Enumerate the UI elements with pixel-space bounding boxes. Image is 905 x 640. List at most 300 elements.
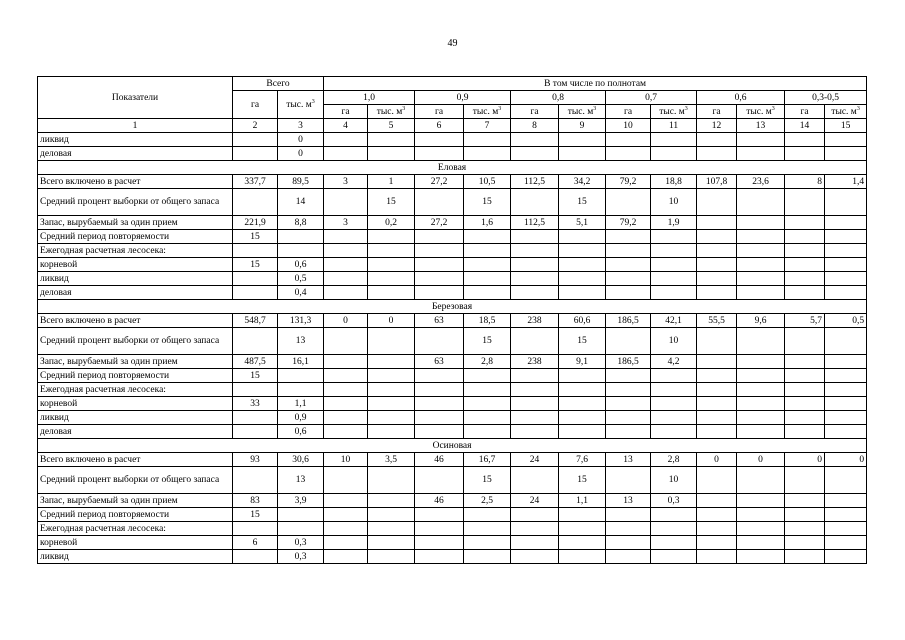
row-label: ликвид (38, 411, 233, 425)
row-label: Ежегодная расчетная лесосека: (38, 522, 233, 536)
table-cell (737, 258, 785, 272)
table-cell: 10 (651, 328, 697, 355)
table-cell (415, 189, 464, 216)
row-label: Средний период повторяемости (38, 508, 233, 522)
table-cell (368, 425, 415, 439)
table-cell (606, 133, 651, 147)
row-label: Средний период повторяемости (38, 230, 233, 244)
table-cell (785, 536, 825, 550)
page-number: 49 (447, 38, 458, 49)
table-cell (464, 508, 511, 522)
table-cell (415, 244, 464, 258)
table-row (38, 216, 867, 230)
table-cell (464, 244, 511, 258)
table-cell (511, 189, 559, 216)
table-cell: 9,6 (737, 314, 785, 328)
table-cell (606, 411, 651, 425)
table-cell (324, 147, 368, 161)
table-cell (785, 425, 825, 439)
table-cell: 186,5 (606, 314, 651, 328)
table-cell (737, 425, 785, 439)
table-cell: 13 (278, 467, 324, 494)
table-row (38, 244, 867, 258)
table-cell: 15 (233, 230, 278, 244)
column-number: 10 (606, 119, 651, 133)
table-cell (825, 536, 867, 550)
table-cell (785, 369, 825, 383)
table-cell: 0 (825, 453, 867, 467)
density-ha-header: га (785, 105, 825, 119)
table-cell (324, 550, 368, 564)
table-cell (606, 230, 651, 244)
table-cell (324, 230, 368, 244)
table-cell (697, 383, 737, 397)
table-cell (825, 133, 867, 147)
table-cell (511, 508, 559, 522)
table-row (38, 550, 867, 564)
table-cell: 15 (368, 189, 415, 216)
table-cell (651, 550, 697, 564)
table-cell (825, 522, 867, 536)
table-cell (606, 272, 651, 286)
table-cell (785, 244, 825, 258)
table-cell (606, 328, 651, 355)
table-cell: 0 (368, 314, 415, 328)
table-row (38, 453, 867, 467)
table-cell: 63 (415, 355, 464, 369)
table-row (38, 230, 867, 244)
table-cell: 15 (233, 258, 278, 272)
table-cell (233, 133, 278, 147)
including-header: В том числе по полнотам (324, 77, 867, 91)
table-cell (278, 383, 324, 397)
table-cell (415, 522, 464, 536)
table-cell (511, 397, 559, 411)
table-cell (606, 369, 651, 383)
table-cell (511, 411, 559, 425)
table-cell (511, 244, 559, 258)
table-cell (415, 328, 464, 355)
table-cell: 337,7 (233, 175, 278, 189)
table-cell: 8,8 (278, 216, 324, 230)
table-cell: 16,7 (464, 453, 511, 467)
table-cell: 79,2 (606, 175, 651, 189)
table-cell (697, 147, 737, 161)
table-cell (651, 286, 697, 300)
table-cell (737, 550, 785, 564)
table-cell (559, 383, 606, 397)
table-cell (324, 258, 368, 272)
table-cell (368, 467, 415, 494)
table-cell: 221,9 (233, 216, 278, 230)
table-cell (697, 536, 737, 550)
table-cell (785, 550, 825, 564)
table-cell (785, 494, 825, 508)
table-cell (606, 244, 651, 258)
table-cell (368, 133, 415, 147)
table-cell: 15 (559, 189, 606, 216)
table-cell (651, 147, 697, 161)
table-cell (606, 189, 651, 216)
table-cell (825, 550, 867, 564)
row-label: Средний процент выборки от общего запаса (38, 189, 233, 216)
table-cell (278, 230, 324, 244)
density-volume-header: тыс. $м^3$ (464, 105, 511, 119)
table-cell (511, 536, 559, 550)
row-label: Запас, вырубаемый за один прием (38, 216, 233, 230)
table-cell: 3,5 (368, 453, 415, 467)
column-number: 4 (324, 119, 368, 133)
table-cell (368, 550, 415, 564)
table-cell: 2,5 (464, 494, 511, 508)
row-label: деловая (38, 425, 233, 439)
table-row (38, 508, 867, 522)
table-cell (825, 230, 867, 244)
table-cell: 24 (511, 453, 559, 467)
table-cell (559, 425, 606, 439)
density-header: 0,9 (415, 91, 511, 105)
table-cell: 238 (511, 355, 559, 369)
table-cell: 0 (278, 147, 324, 161)
row-label: корневой (38, 258, 233, 272)
table-row (38, 355, 867, 369)
table-cell (785, 355, 825, 369)
total-header: Всего (233, 77, 324, 91)
table-cell: 10,5 (464, 175, 511, 189)
table-cell (785, 328, 825, 355)
table-cell (737, 522, 785, 536)
table-cell (697, 508, 737, 522)
table-cell (825, 425, 867, 439)
table-cell (697, 216, 737, 230)
table-cell: 16,1 (278, 355, 324, 369)
table-cell: 0,6 (278, 258, 324, 272)
table-cell (324, 355, 368, 369)
table-cell (559, 133, 606, 147)
table-cell (697, 397, 737, 411)
table-cell (278, 508, 324, 522)
table-cell (825, 397, 867, 411)
table-cell: 55,5 (697, 314, 737, 328)
table-cell (697, 230, 737, 244)
table-row (38, 175, 867, 189)
table-cell (559, 411, 606, 425)
table-cell: 548,7 (233, 314, 278, 328)
table-cell (464, 258, 511, 272)
table-cell (324, 536, 368, 550)
table-cell: 238 (511, 314, 559, 328)
table-cell: 9,1 (559, 355, 606, 369)
table-cell (464, 230, 511, 244)
table-cell: 8 (785, 175, 825, 189)
row-label: деловая (38, 147, 233, 161)
table-cell: 5,7 (785, 314, 825, 328)
table-cell (559, 230, 606, 244)
table-cell (511, 147, 559, 161)
table-cell (324, 189, 368, 216)
row-label: Средний процент выборки от общего запаса (38, 467, 233, 494)
table-cell (606, 467, 651, 494)
table-cell (511, 383, 559, 397)
table-cell (651, 230, 697, 244)
table-cell: 60,6 (559, 314, 606, 328)
table-cell (785, 467, 825, 494)
table-cell: 46 (415, 453, 464, 467)
table-cell (233, 425, 278, 439)
table-row (38, 328, 867, 355)
table-cell (825, 355, 867, 369)
table-cell: 1 (368, 175, 415, 189)
table-cell (233, 411, 278, 425)
table-cell (737, 230, 785, 244)
row-label: Всего включено в расчет (38, 175, 233, 189)
row-label: Запас, вырубаемый за один прием (38, 355, 233, 369)
table-cell (324, 369, 368, 383)
table-cell (606, 536, 651, 550)
table-cell (464, 522, 511, 536)
table-cell: 24 (511, 494, 559, 508)
table-cell: 42,1 (651, 314, 697, 328)
table-cell (233, 467, 278, 494)
table-cell: 79,2 (606, 216, 651, 230)
table-cell (697, 494, 737, 508)
table-cell (825, 286, 867, 300)
table-cell (559, 272, 606, 286)
column-number: 13 (737, 119, 785, 133)
table-cell (415, 133, 464, 147)
column-number: 9 (559, 119, 606, 133)
table-cell (415, 467, 464, 494)
table-cell: 89,5 (278, 175, 324, 189)
table-cell (651, 369, 697, 383)
table-cell (511, 522, 559, 536)
table-cell (651, 258, 697, 272)
section-title: Осиновая (38, 439, 867, 453)
table-cell: 3 (324, 216, 368, 230)
table-cell (737, 216, 785, 230)
density-header: 0,3-0,5 (785, 91, 867, 105)
table-cell: 3 (324, 175, 368, 189)
section-row (38, 439, 867, 453)
table-cell: 13 (606, 453, 651, 467)
table-cell (825, 494, 867, 508)
table-row (38, 286, 867, 300)
table-cell (697, 411, 737, 425)
density-ha-header: га (415, 105, 464, 119)
table-row (38, 314, 867, 328)
table-cell (464, 369, 511, 383)
table-cell (651, 536, 697, 550)
table-cell (697, 467, 737, 494)
table-cell (278, 522, 324, 536)
table-cell (368, 411, 415, 425)
table-cell (415, 383, 464, 397)
table-cell (559, 536, 606, 550)
table-cell (511, 286, 559, 300)
table-cell: 0 (697, 453, 737, 467)
table-cell (606, 383, 651, 397)
header-row-1 (38, 77, 867, 91)
table-cell: 0 (785, 453, 825, 467)
table-cell (697, 189, 737, 216)
table-cell: 10 (651, 189, 697, 216)
table-cell: 107,8 (697, 175, 737, 189)
forest-density-table (37, 76, 867, 564)
indicators-header: Показатели (38, 77, 233, 119)
table-cell: 15 (233, 369, 278, 383)
table-cell (233, 147, 278, 161)
table-cell (785, 272, 825, 286)
table-cell (606, 522, 651, 536)
table-cell: 93 (233, 453, 278, 467)
table-cell (737, 133, 785, 147)
table-cell (737, 508, 785, 522)
table-cell (368, 536, 415, 550)
table-cell: 13 (606, 494, 651, 508)
density-header: 0,6 (697, 91, 785, 105)
table-cell (737, 397, 785, 411)
table-cell (278, 244, 324, 258)
table-cell (697, 272, 737, 286)
row-label: Ежегодная расчетная лесосека: (38, 244, 233, 258)
table-cell (324, 244, 368, 258)
table-cell (785, 147, 825, 161)
table-cell: 1,1 (559, 494, 606, 508)
table-row (38, 494, 867, 508)
section-row (38, 300, 867, 314)
table-cell: 7,6 (559, 453, 606, 467)
table-cell (233, 272, 278, 286)
table-cell: 13 (278, 328, 324, 355)
table-cell (415, 147, 464, 161)
table-cell (464, 383, 511, 397)
table-cell (511, 133, 559, 147)
table-cell (233, 189, 278, 216)
table-cell: 186,5 (606, 355, 651, 369)
table-cell (368, 494, 415, 508)
table-cell (324, 133, 368, 147)
table-row (38, 397, 867, 411)
table-cell (737, 244, 785, 258)
table-cell (697, 522, 737, 536)
table-row (38, 258, 867, 272)
section-title: Еловая (38, 161, 867, 175)
table-cell (324, 508, 368, 522)
table-cell (368, 369, 415, 383)
table-cell (697, 425, 737, 439)
table-cell (464, 397, 511, 411)
table-cell (464, 425, 511, 439)
table-cell (415, 508, 464, 522)
table-cell (368, 522, 415, 536)
table-cell (651, 383, 697, 397)
density-volume-header: тыс. $м^3$ (651, 105, 697, 119)
column-number: 1 (38, 119, 233, 133)
table-cell (785, 508, 825, 522)
table-cell: 2,8 (651, 453, 697, 467)
table-cell (559, 286, 606, 300)
table-cell (606, 397, 651, 411)
row-label: Средний период повторяемости (38, 369, 233, 383)
table-cell: 1,1 (278, 397, 324, 411)
row-label: Всего включено в расчет (38, 314, 233, 328)
table-cell (697, 328, 737, 355)
table-cell (825, 258, 867, 272)
table-cell (464, 133, 511, 147)
table-cell: 27,2 (415, 175, 464, 189)
table-row (38, 133, 867, 147)
table-cell (825, 383, 867, 397)
density-header: 0,7 (606, 91, 697, 105)
table-cell (785, 133, 825, 147)
table-cell: 18,5 (464, 314, 511, 328)
total-volume-header: тыс. $м^3$ (278, 91, 324, 119)
table-cell (825, 369, 867, 383)
table-cell (368, 258, 415, 272)
column-number: 2 (233, 119, 278, 133)
column-number: 3 (278, 119, 324, 133)
row-label: Запас, вырубаемый за один прием (38, 494, 233, 508)
table-cell (737, 147, 785, 161)
table-cell (368, 355, 415, 369)
table-cell (785, 286, 825, 300)
table-cell: 15 (464, 189, 511, 216)
table-row (38, 425, 867, 439)
row-label: Ежегодная расчетная лесосека: (38, 383, 233, 397)
table-cell (511, 230, 559, 244)
table-cell (511, 328, 559, 355)
table-cell (697, 244, 737, 258)
table-cell: 0,3 (278, 550, 324, 564)
table-cell (785, 216, 825, 230)
density-volume-header: тыс. $м^3$ (825, 105, 867, 119)
table-cell: 10 (324, 453, 368, 467)
column-number: 6 (415, 119, 464, 133)
table-cell (368, 508, 415, 522)
density-volume-header: тыс. $м^3$ (559, 105, 606, 119)
table-cell (606, 286, 651, 300)
table-cell (415, 272, 464, 286)
table-cell: 83 (233, 494, 278, 508)
table-cell (464, 286, 511, 300)
table-cell (324, 397, 368, 411)
table-cell (368, 272, 415, 286)
table-cell (737, 494, 785, 508)
table-cell (651, 411, 697, 425)
table-cell (324, 411, 368, 425)
table-cell: 0,2 (368, 216, 415, 230)
table-cell (233, 244, 278, 258)
table-cell (368, 147, 415, 161)
table-row (38, 369, 867, 383)
density-volume-header: тыс. $м^3$ (368, 105, 415, 119)
row-label: ликвид (38, 133, 233, 147)
table-cell (785, 189, 825, 216)
table-cell (464, 411, 511, 425)
table-cell (324, 425, 368, 439)
section-row (38, 161, 867, 175)
table-cell (651, 397, 697, 411)
table-cell (737, 272, 785, 286)
table-cell: 18,8 (651, 175, 697, 189)
density-ha-header: га (324, 105, 368, 119)
table-row (38, 536, 867, 550)
table-cell: 0,5 (825, 314, 867, 328)
table-cell: 4,2 (651, 355, 697, 369)
column-number: 11 (651, 119, 697, 133)
table-cell (511, 258, 559, 272)
table-cell (737, 286, 785, 300)
